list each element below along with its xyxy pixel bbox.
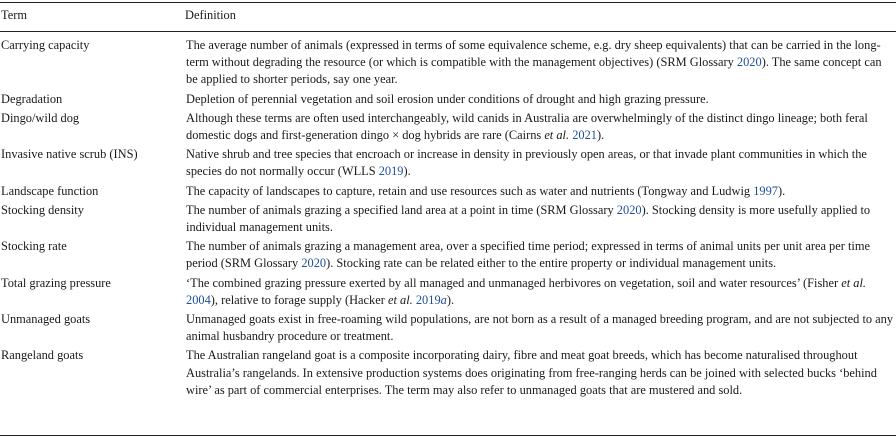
definition-text: ). Stocking rate can be related either to the entire property or individual management units. <box>326 256 777 271</box>
citation-link[interactable]: 2019 <box>415 292 441 307</box>
citation-link[interactable]: 1997 <box>753 183 778 198</box>
term-cell: Degradation <box>1 91 63 106</box>
definition-text: The average number of animals (expressed in terms of some equivalence scheme, e.g. dry sheep equivalents) that can be carried in the long-term without degrading the resource (or which is compatible with the management objectives) (SRM Glossary <box>186 38 881 70</box>
term-cell: Total grazing pressure <box>1 275 111 290</box>
glossary-body <box>0 35 896 399</box>
table-row <box>0 181 896 200</box>
citation-link[interactable]: 2004 <box>186 292 211 307</box>
term-cell: Dingo/wild dog <box>1 110 80 125</box>
definition-cell <box>186 236 896 272</box>
definition-text: ). <box>403 164 411 179</box>
header-rule <box>0 31 896 32</box>
definition-cell <box>186 273 896 309</box>
definition-cell <box>186 200 896 236</box>
definition-text: The number of animals grazing a specified land area at a point in time (SRM Glossary <box>186 202 617 217</box>
header-definition: Definition <box>185 8 236 22</box>
definition-text: The Australian rangeland goat is a composite incorporating dairy, fibre and meat goat breeds, which has become naturalised throughout Australia’s rangelands. In extensive production systems does originating from free-ranging herds can be joined with selected bucks ‘behind wire’ as part of commercial enterprises. The term may also refer to unmanaged goats that are mustered and sold. <box>186 348 877 397</box>
definition-text: Native shrub and tree species that encroach or increase in density in previously open areas, or that invade plant communities in which the species do not normally occur (WLLS <box>186 147 867 179</box>
definition-cell <box>186 108 896 144</box>
table-row <box>0 144 896 180</box>
citation-link[interactable]: 2019 <box>378 164 404 179</box>
citation-link[interactable]: 2021 <box>572 128 597 143</box>
definition-text: ). <box>446 292 455 307</box>
definition-text: The capacity of landscapes to capture, retain and use resources such as water and nutrients (Tongway and Ludwig <box>186 183 754 198</box>
term-cell: Stocking rate <box>1 239 67 254</box>
definition-cell <box>186 35 896 89</box>
definition-cell <box>186 89 896 108</box>
term-cell: Carrying capacity <box>1 38 90 52</box>
citation-link[interactable]: 2020 <box>616 202 642 217</box>
definition-text: ). <box>596 128 605 143</box>
table-row <box>0 89 896 108</box>
definition-cell <box>186 309 896 345</box>
definition-text: The number of animals grazing a management area, over a specified time period; expressed in terms of animal units per unit area per time period (SRM Glossary <box>186 239 870 271</box>
italic-text: et al. <box>841 275 866 290</box>
italic-text: et al. <box>387 292 413 307</box>
table-row <box>0 273 896 309</box>
definition-cell <box>186 144 896 180</box>
definition-text: ), relative to forage supply (Hacker <box>210 292 388 307</box>
definition-cell <box>186 345 896 399</box>
term-cell: Invasive native scrub (INS) <box>1 147 138 162</box>
definition-cell <box>186 181 896 200</box>
citation-link[interactable]: 2020 <box>736 55 762 70</box>
bottom-rule <box>0 435 896 436</box>
term-cell: Landscape function <box>1 183 99 198</box>
definition-text: Although these terms are often used interchangeably, wild canids in Australia are overwhelmingly of the distinct dingo lineage; both feral domestic dogs and first-generation dingo × dog hybrids are rare (Cairns <box>186 110 868 143</box>
top-rule <box>0 2 896 3</box>
definition-text: ). <box>777 183 786 198</box>
table-row <box>0 309 896 345</box>
citation-link[interactable]: a <box>440 292 447 307</box>
definition-text: Unmanaged goats exist in free-roaming wild populations, are not born as a result of a managed breeding program, and are not subjected to any animal husbandry procedure or treatment. <box>186 312 894 344</box>
header-term: Term <box>1 8 27 22</box>
definition-text: ). Stocking density is more usefully applied to individual management units. <box>186 202 871 235</box>
table-row <box>0 236 896 272</box>
term-cell: Stocking density <box>1 202 84 217</box>
definition-text: Depletion of perennial vegetation and soil erosion under conditions of drought and high grazing pressure. <box>186 91 709 106</box>
table-row <box>0 345 896 399</box>
definition-text: ). The same concept can be applied to shorter periods, say one year. <box>186 55 882 87</box>
italic-text: et al. <box>544 128 570 143</box>
citation-link[interactable]: 2020 <box>301 256 327 271</box>
term-cell: Unmanaged goats <box>1 312 91 327</box>
table-row <box>0 35 896 89</box>
definition-text: ‘The combined grazing pressure exerted by all managed and unmanaged herbivores on vegetation, soil and water resources’ (Fisher <box>186 275 842 290</box>
term-cell: Rangeland goats <box>1 348 84 363</box>
table-row <box>0 200 896 236</box>
table-row <box>0 108 896 144</box>
